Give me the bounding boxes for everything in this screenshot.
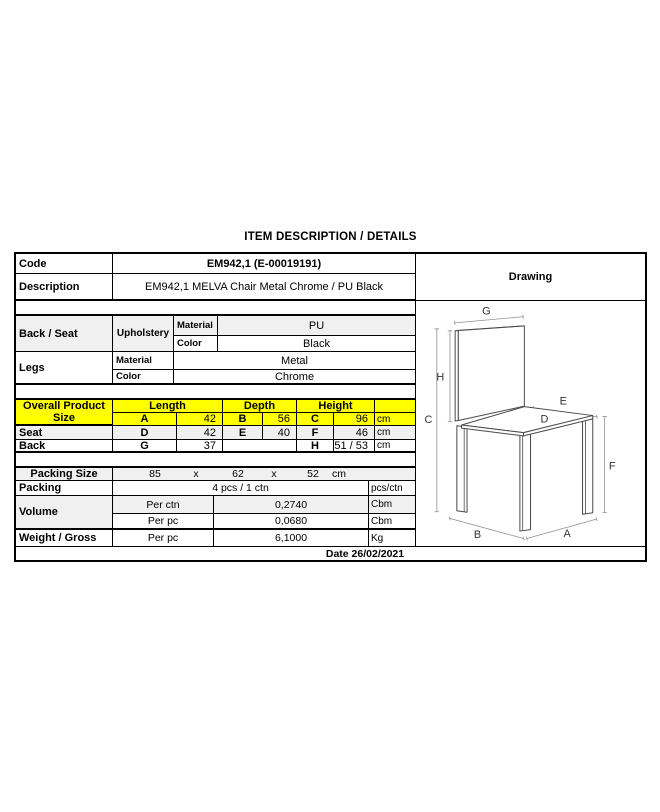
unit-cell: cm xyxy=(377,440,391,451)
packing-size-values xyxy=(113,468,415,480)
dim-value: 42 xyxy=(177,413,223,425)
chair-drawing xyxy=(416,301,645,546)
height-header: Height xyxy=(297,400,375,412)
length-header: Length xyxy=(113,400,223,412)
pack-dim: 52 xyxy=(307,468,319,480)
dim-label-b-icon: B xyxy=(473,529,482,541)
packing-size-label: Packing Size xyxy=(16,468,113,480)
spacer-row xyxy=(16,301,415,316)
description-label: Description xyxy=(16,274,113,299)
back-seat-rows xyxy=(174,316,415,351)
size-header-section xyxy=(16,400,415,426)
dim-value: 37 xyxy=(177,440,223,451)
row-label: Seat xyxy=(16,426,113,439)
dim-label-f-icon: F xyxy=(608,460,616,473)
color-key: Color xyxy=(113,370,174,383)
dim-value: 42 xyxy=(177,426,223,439)
material-value: Metal xyxy=(281,354,308,367)
size-header-rows xyxy=(113,400,415,424)
size-header-label: Overall Product Size xyxy=(16,400,113,424)
pack-sep: x xyxy=(271,468,277,480)
description-row xyxy=(16,274,415,301)
legs-label: Legs xyxy=(16,352,113,383)
unit-cell: cm xyxy=(377,427,391,438)
date-value: Date 26/02/2021 xyxy=(325,547,405,560)
upholstery-label: Upholstery xyxy=(113,316,174,351)
chair-shape xyxy=(455,326,593,531)
weight-value: 6,1000 xyxy=(214,530,369,546)
back-seat-label: Back / Seat xyxy=(16,316,113,351)
dim-label-e-icon: E xyxy=(559,395,567,408)
dim-letter: H xyxy=(297,440,334,451)
dim-value: 96 xyxy=(334,413,375,425)
dim-label-d-icon: D xyxy=(540,413,549,426)
details-panel xyxy=(16,254,416,546)
dim-label-a-icon: A xyxy=(563,528,571,541)
weight-row xyxy=(16,530,415,546)
dim-label-h-icon: H xyxy=(436,371,445,384)
color-row xyxy=(113,370,415,383)
color-key: Color xyxy=(174,336,218,351)
spec-table xyxy=(14,252,647,562)
per-ctn-label: Per ctn xyxy=(113,496,214,513)
per-ctn-value: 0,2740 xyxy=(214,496,369,513)
dim-letter: E xyxy=(223,426,263,439)
weight-label: Weight / Gross xyxy=(16,530,113,546)
drawing-title: Drawing xyxy=(416,254,645,301)
color-value: Chrome xyxy=(274,370,315,383)
dim-letter: B xyxy=(223,413,263,425)
dim-value: 46 xyxy=(334,426,375,439)
packing-label: Packing xyxy=(16,481,113,495)
volume-section xyxy=(16,496,415,530)
packing-size-row xyxy=(16,468,415,481)
dim-label-c-icon: C xyxy=(424,414,433,427)
row-label: Back xyxy=(16,440,113,451)
unit-cell: cm xyxy=(375,413,415,425)
legs-rows xyxy=(113,352,415,383)
size-row-overall xyxy=(113,413,415,425)
per-pc-value: 0,0680 xyxy=(214,514,369,528)
dim-letter: D xyxy=(113,426,177,439)
per-pc-label: Per pc xyxy=(113,514,214,528)
code-value: EM942,1 (E-00019191) xyxy=(206,257,322,270)
dim-value: 51 / 53 xyxy=(334,440,375,451)
volume-rows xyxy=(113,496,415,528)
spec-table-main xyxy=(16,254,645,546)
dim-value: 56 xyxy=(263,413,297,425)
date-row xyxy=(16,546,645,560)
pack-unit: cm xyxy=(332,468,346,480)
dim-label-g-icon: G xyxy=(482,305,491,318)
material-key: Material xyxy=(174,316,218,335)
blank-header xyxy=(375,400,415,412)
volume-per-ctn-row xyxy=(113,496,415,514)
blank-cell xyxy=(223,440,297,451)
spacer-row xyxy=(16,453,415,468)
packing-row xyxy=(16,481,415,496)
spacer-row xyxy=(16,385,415,400)
page-title: ITEM DESCRIPTION / DETAILS xyxy=(244,231,417,243)
dim-letter: A xyxy=(113,413,177,425)
pack-dim: 62 xyxy=(232,468,244,480)
description-value: EM942,1 MELVA Chair Metal Chrome / PU Black xyxy=(144,280,383,293)
size-col-headers xyxy=(113,400,415,413)
dim-letter: F xyxy=(297,426,334,439)
pack-dim: 85 xyxy=(149,468,161,480)
dim-letter: C xyxy=(297,413,334,425)
dim-letter: G xyxy=(113,440,177,451)
per-ctn-unit: Cbm xyxy=(371,499,393,511)
material-row xyxy=(113,352,415,370)
per-pc-unit: Cbm xyxy=(371,515,393,527)
material-value: PU xyxy=(308,319,325,332)
weight-key: Per pc xyxy=(113,530,214,546)
packing-value: 4 pcs / 1 ctn xyxy=(113,481,369,495)
back-seat-section xyxy=(16,316,415,352)
material-key: Material xyxy=(113,352,174,369)
code-label: Code xyxy=(16,254,113,273)
code-row xyxy=(16,254,415,274)
dim-value: 40 xyxy=(263,426,297,439)
packing-unit: pcs/ctn xyxy=(371,482,403,494)
size-row-seat xyxy=(16,426,415,440)
volume-label: Volume xyxy=(16,496,113,528)
weight-unit: Kg xyxy=(371,532,384,544)
material-row xyxy=(174,316,415,336)
volume-per-pc-row xyxy=(113,514,415,528)
color-value: Black xyxy=(303,337,330,350)
size-row-back xyxy=(16,440,415,453)
color-row xyxy=(174,336,415,351)
depth-header: Depth xyxy=(223,400,297,412)
pack-sep: x xyxy=(193,468,199,480)
legs-section xyxy=(16,352,415,385)
drawing-panel xyxy=(416,254,645,546)
